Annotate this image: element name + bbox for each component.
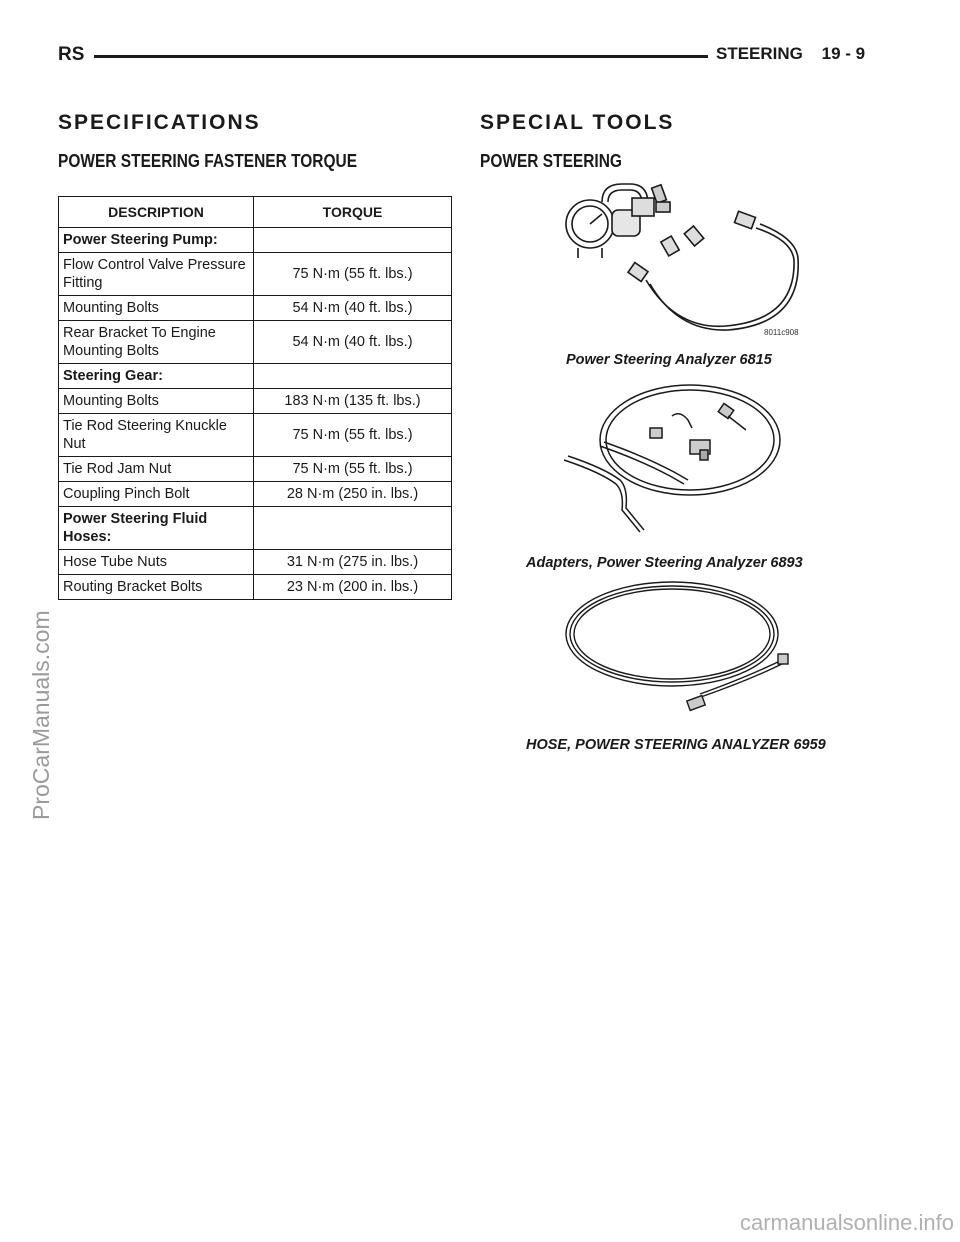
row-torque-value: 31 N·m (275 in. lbs.) [254, 550, 452, 575]
table-row [59, 389, 452, 414]
table-row [59, 364, 452, 389]
row-description: Hose Tube Nuts [59, 550, 254, 575]
row-torque-value [254, 507, 452, 550]
row-description: Mounting Bolts [59, 389, 254, 414]
row-description: Coupling Pinch Bolt [59, 482, 254, 507]
adapters-illustration [560, 380, 790, 540]
row-torque-value: 23 N·m (200 in. lbs.) [254, 575, 452, 600]
caption-adapters-6893: Adapters, Power Steering Analyzer 6893 [526, 555, 803, 571]
row-torque-value: 54 N·m (40 ft. lbs.) [254, 296, 452, 321]
header-page-number: 19 - 9 [821, 44, 866, 63]
row-description: Power Steering Pump: [59, 228, 254, 253]
side-watermark: ProCarManuals.com [28, 610, 54, 820]
torque-subtitle: POWER STEERING FASTENER TORQUE [58, 151, 358, 171]
header-description: DESCRIPTION [59, 197, 254, 228]
row-description: Steering Gear: [59, 364, 254, 389]
table-row [59, 414, 452, 457]
row-torque-value: 75 N·m (55 ft. lbs.) [254, 457, 452, 482]
row-description: Mounting Bolts [59, 296, 254, 321]
row-torque-value: 75 N·m (55 ft. lbs.) [254, 414, 452, 457]
power-steering-analyzer-illustration [556, 180, 812, 340]
row-description: Tie Rod Steering Knuckle Nut [59, 414, 254, 457]
specifications-title: SPECIFICATIONS [58, 111, 261, 134]
table-row [59, 550, 452, 575]
table-row [59, 457, 452, 482]
torque-table-body [59, 228, 452, 600]
bottom-watermark: carmanualsonline.info [739, 1210, 954, 1235]
row-description: Flow Control Valve Pressure Fitting [59, 253, 254, 296]
row-torque-value: 75 N·m (55 ft. lbs.) [254, 253, 452, 296]
caption-analyzer-6815: Power Steering Analyzer 6815 [566, 352, 772, 368]
header-torque: TORQUE [254, 197, 452, 228]
header-chapter: STEERING [716, 44, 803, 63]
row-torque-value [254, 228, 452, 253]
row-description: Routing Bracket Bolts [59, 575, 254, 600]
table-row [59, 507, 452, 550]
table-row [59, 575, 452, 600]
caption-hose-6959: HOSE, POWER STEERING ANALYZER 6959 [526, 737, 826, 753]
illustration-ref-code: 8011c908 [764, 328, 799, 337]
table-row [59, 321, 452, 364]
row-torque-value: 54 N·m (40 ft. lbs.) [254, 321, 452, 364]
table-row [59, 228, 452, 253]
row-torque-value: 28 N·m (250 in. lbs.) [254, 482, 452, 507]
table-row [59, 253, 452, 296]
row-torque-value: 183 N·m (135 ft. lbs.) [254, 389, 452, 414]
special-tools-title: SPECIAL TOOLS [480, 111, 675, 134]
header-rule [94, 55, 708, 58]
row-description: Rear Bracket To Engine Mounting Bolts [59, 321, 254, 364]
table-row [59, 482, 452, 507]
power-steering-subtitle: POWER STEERING [480, 151, 622, 171]
hose-illustration [560, 576, 790, 726]
table-row [59, 296, 452, 321]
table-header-row [59, 197, 452, 228]
row-description: Power Steering Fluid Hoses: [59, 507, 254, 550]
header-section-code: RS [58, 44, 85, 65]
row-torque-value [254, 364, 452, 389]
row-description: Tie Rod Jam Nut [59, 457, 254, 482]
torque-table [58, 196, 452, 600]
header-right [716, 44, 865, 64]
